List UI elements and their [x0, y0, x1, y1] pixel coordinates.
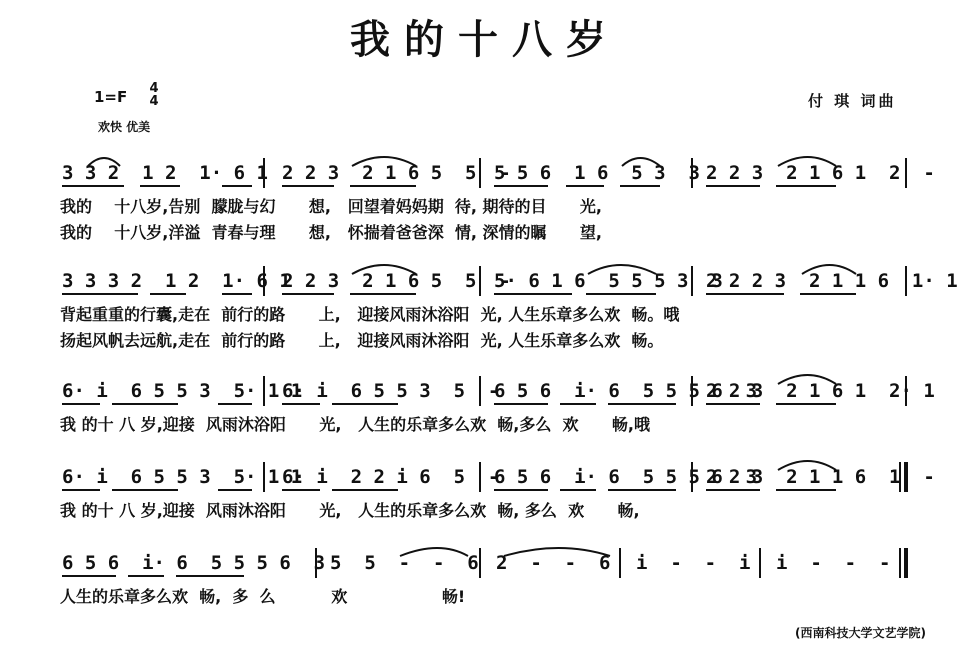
time-signature-top: 4 [149, 81, 159, 96]
slur [778, 157, 836, 166]
measure-5-4: i - - i [636, 552, 751, 574]
measure-1-2: 2 2 3 2 1 6 5 5 - [282, 162, 511, 184]
measure-2-3: 5· 6 1 6 5 5 5 3 3 [494, 270, 723, 292]
measure-3-1: 6· i 6 5 5 3 5· 1 1 [62, 380, 303, 402]
measure-1-1: 3 3 2 1 2 1· 6 1 [62, 162, 268, 184]
composer-credit: 付 琪 词曲 [808, 92, 897, 110]
measure-5-5: i - - - [776, 552, 891, 574]
slur [778, 461, 836, 470]
measure-3-3: 6 5 6 i· 6 5 5 5 6 3 [494, 380, 758, 402]
slur [802, 265, 856, 274]
lyric-line-5-1: 人生的乐章多么欢 畅, 多 么 欢 畅! [60, 587, 466, 606]
key-signature: 1=F [94, 88, 128, 106]
measure-3-4: 2 2 3 2 1 6 1 2· 1 [706, 380, 935, 402]
measure-2-4: 2 2 2 3 2 1 1 6 1· 1 [706, 270, 958, 292]
slur [352, 157, 416, 166]
tempo-marking: 欢快 优美 [98, 120, 151, 134]
slur [504, 548, 610, 556]
lyric-line-2-2: 扬起风帆去远航,走在 前行的路 上, 迎接风雨沐浴阳 光, 人生乐章多么欢 畅。 [60, 331, 664, 350]
time-signature-bottom: 4 [149, 94, 159, 109]
slur [588, 265, 656, 274]
measure-5-2: 5 5 - - 6 [330, 552, 479, 574]
measure-3-2: 6· i 6 5 5 3 5 - [282, 380, 500, 402]
lyric-line-3-1: 我 的十 八 岁,迎接 风雨沐浴阳 光, 人生的乐章多么欢 畅,多么 欢 畅,哦 [60, 415, 651, 434]
lyric-line-1-2: 我的 十八岁,洋溢 青春与理 想, 怀揣着爸爸深 情, 深情的瞩 望, [60, 223, 603, 242]
song-title: 我的十八岁 [350, 16, 620, 63]
slur [400, 548, 468, 556]
measure-5-1: 6 5 6 i· 6 5 5 5 6 3 [62, 552, 326, 574]
slur [352, 265, 416, 274]
lyric-line-2-1: 背起重重的行囊,走在 前行的路 上, 迎接风雨沐浴阳 光, 人生乐章多么欢 畅。哦 [60, 305, 680, 324]
measure-2-2: 2 2 3 2 1 6 5 5 - [282, 270, 511, 292]
slur [88, 158, 120, 166]
measure-4-2: 6· i 2 2 i 6 5 - [282, 466, 500, 488]
measure-5-3: 2 - - 6 [496, 552, 611, 574]
slur [622, 158, 660, 166]
measure-4-3: 6 5 6 i· 6 5 5 5 6 3 [494, 466, 758, 488]
measure-1-3: 5 5 6 1 6 5 3 3 [494, 162, 700, 184]
slur [778, 375, 836, 384]
measure-4-4: 2 2 3 2 1 1 6 1 - [706, 466, 935, 488]
measure-2-1: 3 3 3 2 1 2 1· 6 1 [62, 270, 291, 292]
lyric-line-4-1: 我 的十 八 岁,迎接 风雨沐浴阳 光, 人生的乐章多么欢 畅, 多么 欢 畅, [60, 501, 640, 520]
measure-4-1: 6· i 6 5 5 3 5· 1 1 [62, 466, 303, 488]
measure-1-4: 2 2 3 2 1 6 1 2 - [706, 162, 935, 184]
source-attribution: (西南科技大学文艺学院) [795, 626, 926, 640]
lyric-line-1-1: 我的 十八岁,告别 朦胧与幻 想, 回望着妈妈期 待, 期待的目 光, [60, 197, 603, 216]
